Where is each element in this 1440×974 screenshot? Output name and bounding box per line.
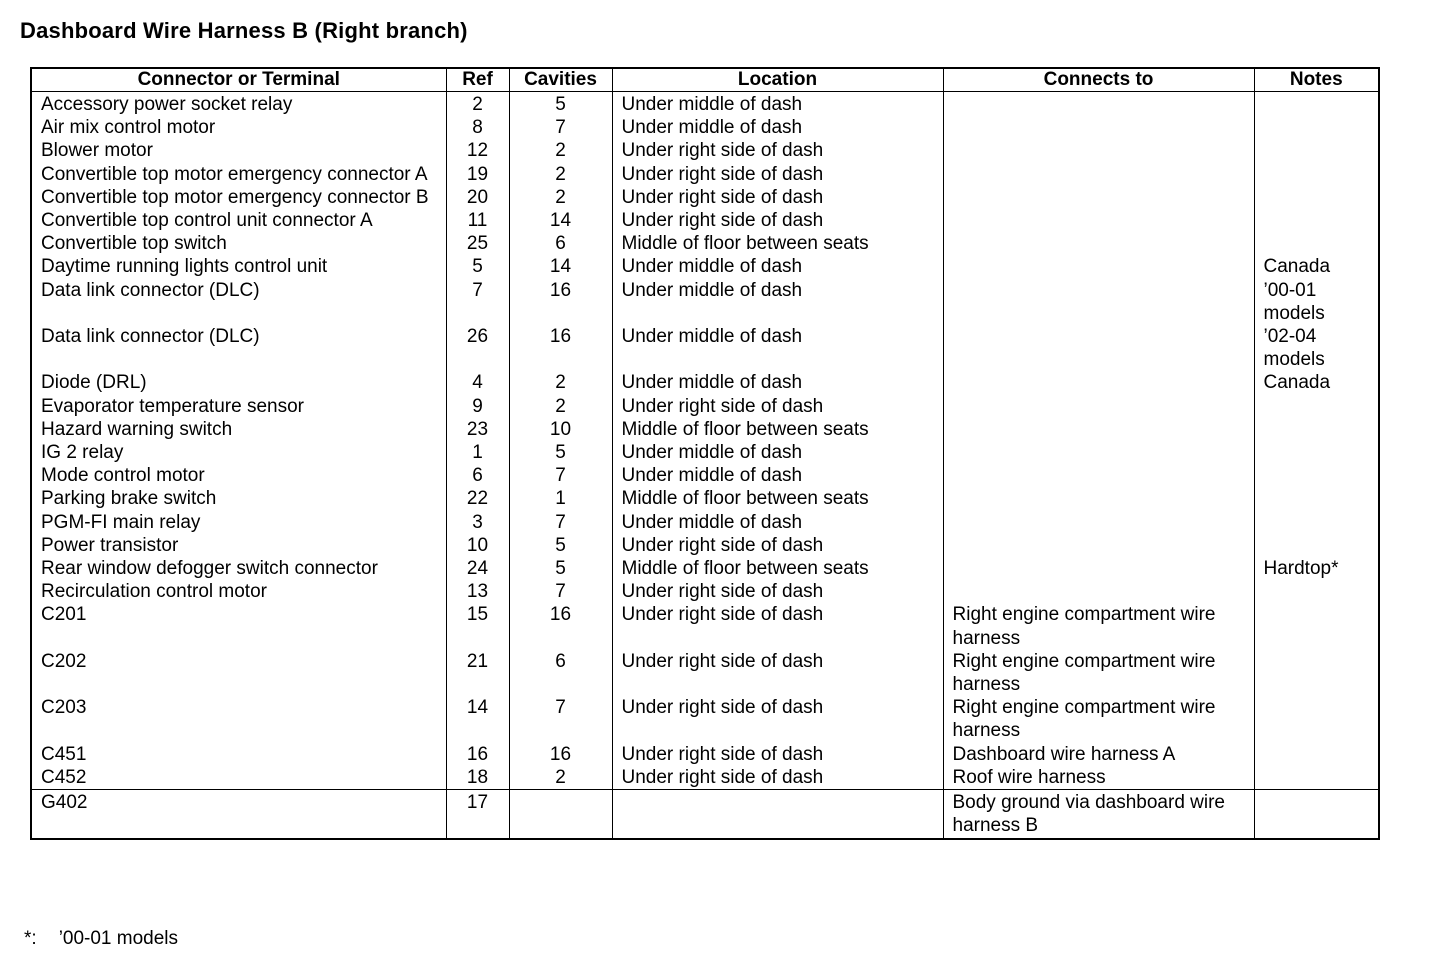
ref-cell: 14: [446, 696, 509, 742]
notes-cell: [1254, 92, 1379, 117]
cavities-cell: 10: [509, 418, 612, 441]
connector-cell: Hazard warning switch: [31, 418, 446, 441]
connects-to-cell: [943, 186, 1254, 209]
cavities-cell: 2: [509, 766, 612, 790]
notes-cell: [1254, 696, 1379, 742]
table-row: [31, 395, 1379, 418]
table-row: [31, 557, 1379, 580]
footnote-mark: *:: [24, 928, 37, 949]
location-cell: Under right side of dash: [612, 580, 943, 603]
connector-cell: IG 2 relay: [31, 441, 446, 464]
location-cell: Under right side of dash: [612, 395, 943, 418]
location-cell: Under middle of dash: [612, 441, 943, 464]
location-cell: Middle of floor between seats: [612, 232, 943, 255]
ref-cell: 26: [446, 325, 509, 371]
ref-cell: 24: [446, 557, 509, 580]
table-row: [31, 418, 1379, 441]
connector-cell: Power transistor: [31, 534, 446, 557]
connector-cell: C203: [31, 696, 446, 742]
location-cell: Under middle of dash: [612, 371, 943, 394]
location-cell: Under right side of dash: [612, 534, 943, 557]
table-row: [31, 441, 1379, 464]
ref-cell: 12: [446, 139, 509, 162]
ref-cell: 22: [446, 487, 509, 510]
notes-cell: [1254, 186, 1379, 209]
ref-cell: 10: [446, 534, 509, 557]
connects-to-cell: [943, 92, 1254, 117]
ref-cell: 15: [446, 603, 509, 649]
location-cell: Under right side of dash: [612, 139, 943, 162]
connector-cell: Rear window defogger switch connector: [31, 557, 446, 580]
ref-cell: 18: [446, 766, 509, 790]
connects-to-cell: [943, 279, 1254, 325]
connector-cell: Convertible top control unit connector A: [31, 209, 446, 232]
notes-cell: [1254, 603, 1379, 649]
table-row: [31, 139, 1379, 162]
location-cell: Under middle of dash: [612, 116, 943, 139]
notes-cell: ’02-04 models: [1254, 325, 1379, 371]
connects-to-cell: Right engine compartment wire harness: [943, 650, 1254, 696]
cavities-cell: 16: [509, 325, 612, 371]
table-header-row: [31, 68, 1379, 92]
connector-cell: Diode (DRL): [31, 371, 446, 394]
connector-cell: Data link connector (DLC): [31, 325, 446, 371]
cavities-cell: 2: [509, 139, 612, 162]
ref-cell: 9: [446, 395, 509, 418]
ref-cell: 13: [446, 580, 509, 603]
header-cavities: Cavities: [509, 68, 612, 92]
table-body: [31, 92, 1379, 839]
table-row: [31, 534, 1379, 557]
cavities-cell: 6: [509, 650, 612, 696]
location-cell: Under right side of dash: [612, 603, 943, 649]
notes-cell: [1254, 163, 1379, 186]
location-cell: Under middle of dash: [612, 279, 943, 325]
cavities-cell: 6: [509, 232, 612, 255]
cavities-cell: 2: [509, 163, 612, 186]
page-title: Dashboard Wire Harness B (Right branch): [20, 18, 468, 43]
ref-cell: 2: [446, 92, 509, 117]
notes-cell: [1254, 766, 1379, 790]
cavities-cell: 16: [509, 603, 612, 649]
connects-to-cell: [943, 163, 1254, 186]
ref-cell: 19: [446, 163, 509, 186]
notes-cell: [1254, 418, 1379, 441]
connects-to-cell: Dashboard wire harness A: [943, 743, 1254, 766]
location-cell: Under right side of dash: [612, 743, 943, 766]
table-row: [31, 163, 1379, 186]
cavities-cell: 1: [509, 487, 612, 510]
connector-cell: Convertible top switch: [31, 232, 446, 255]
location-cell: Under middle of dash: [612, 255, 943, 278]
connects-to-cell: [943, 557, 1254, 580]
notes-cell: [1254, 441, 1379, 464]
location-cell: [612, 790, 943, 839]
location-cell: Middle of floor between seats: [612, 487, 943, 510]
cavities-cell: 7: [509, 116, 612, 139]
cavities-cell: 2: [509, 395, 612, 418]
connector-cell: C201: [31, 603, 446, 649]
notes-cell: [1254, 232, 1379, 255]
cavities-cell: 14: [509, 255, 612, 278]
ref-cell: 1: [446, 441, 509, 464]
connector-cell: Convertible top motor emergency connector B: [31, 186, 446, 209]
connects-to-cell: [943, 325, 1254, 371]
connector-cell: Parking brake switch: [31, 487, 446, 510]
table-row: [31, 186, 1379, 209]
table-row: [31, 790, 1379, 839]
ref-cell: 3: [446, 511, 509, 534]
connector-cell: Evaporator temperature sensor: [31, 395, 446, 418]
connects-to-cell: [943, 487, 1254, 510]
connects-to-cell: [943, 511, 1254, 534]
ref-cell: 7: [446, 279, 509, 325]
connects-to-cell: Roof wire harness: [943, 766, 1254, 790]
connects-to-cell: [943, 209, 1254, 232]
connector-cell: PGM-FI main relay: [31, 511, 446, 534]
ref-cell: 20: [446, 186, 509, 209]
notes-cell: [1254, 464, 1379, 487]
connector-cell: Convertible top motor emergency connector A: [31, 163, 446, 186]
connector-cell: C202: [31, 650, 446, 696]
header-ref: Ref: [446, 68, 509, 92]
wire-harness-table: [30, 67, 1380, 840]
cavities-cell: 16: [509, 279, 612, 325]
connector-cell: Data link connector (DLC): [31, 279, 446, 325]
table-row: [31, 696, 1379, 742]
location-cell: Under middle of dash: [612, 325, 943, 371]
table-row: [31, 116, 1379, 139]
notes-cell: ’00-01 models: [1254, 279, 1379, 325]
table-row: [31, 743, 1379, 766]
header-notes: Notes: [1254, 68, 1379, 92]
ref-cell: 4: [446, 371, 509, 394]
cavities-cell: 2: [509, 371, 612, 394]
notes-cell: Canada: [1254, 371, 1379, 394]
ref-cell: 21: [446, 650, 509, 696]
connects-to-cell: [943, 418, 1254, 441]
connector-cell: Air mix control motor: [31, 116, 446, 139]
cavities-cell: 5: [509, 534, 612, 557]
notes-cell: [1254, 209, 1379, 232]
location-cell: Middle of floor between seats: [612, 418, 943, 441]
table-row: [31, 325, 1379, 371]
location-cell: Under right side of dash: [612, 186, 943, 209]
cavities-cell: 14: [509, 209, 612, 232]
cavities-cell: [509, 790, 612, 839]
table-row: [31, 371, 1379, 394]
table-row: [31, 580, 1379, 603]
cavities-cell: 5: [509, 441, 612, 464]
notes-cell: [1254, 511, 1379, 534]
cavities-cell: 5: [509, 92, 612, 117]
ref-cell: 6: [446, 464, 509, 487]
location-cell: Under right side of dash: [612, 163, 943, 186]
notes-cell: [1254, 580, 1379, 603]
cavities-cell: 2: [509, 186, 612, 209]
table-row: [31, 279, 1379, 325]
connects-to-cell: [943, 534, 1254, 557]
connects-to-cell: [943, 395, 1254, 418]
connects-to-cell: [943, 232, 1254, 255]
footnote: [24, 928, 178, 950]
cavities-cell: 7: [509, 580, 612, 603]
connects-to-cell: Body ground via dashboard wire harness B: [943, 790, 1254, 839]
table-row: [31, 209, 1379, 232]
connector-cell: G402: [31, 790, 446, 839]
table-row: [31, 255, 1379, 278]
connector-cell: C451: [31, 743, 446, 766]
notes-cell: [1254, 743, 1379, 766]
table-row: [31, 511, 1379, 534]
header-location: Location: [612, 68, 943, 92]
notes-cell: [1254, 650, 1379, 696]
connector-cell: Blower motor: [31, 139, 446, 162]
ref-cell: 25: [446, 232, 509, 255]
ref-cell: 16: [446, 743, 509, 766]
notes-cell: Hardtop*: [1254, 557, 1379, 580]
header-connects-to: Connects to: [943, 68, 1254, 92]
connects-to-cell: [943, 116, 1254, 139]
location-cell: Middle of floor between seats: [612, 557, 943, 580]
location-cell: Under middle of dash: [612, 511, 943, 534]
location-cell: Under right side of dash: [612, 696, 943, 742]
cavities-cell: 16: [509, 743, 612, 766]
connector-cell: Recirculation control motor: [31, 580, 446, 603]
table-row: [31, 92, 1379, 117]
location-cell: Under right side of dash: [612, 766, 943, 790]
connector-cell: Accessory power socket relay: [31, 92, 446, 117]
cavities-cell: 5: [509, 557, 612, 580]
footnote-text: ’00-01 models: [58, 928, 179, 949]
table-row: [31, 464, 1379, 487]
table-row: [31, 766, 1379, 790]
table-row: [31, 650, 1379, 696]
notes-cell: [1254, 139, 1379, 162]
notes-cell: Canada: [1254, 255, 1379, 278]
connects-to-cell: Right engine compartment wire harness: [943, 696, 1254, 742]
notes-cell: [1254, 534, 1379, 557]
notes-cell: [1254, 487, 1379, 510]
table-row: [31, 487, 1379, 510]
cavities-cell: 7: [509, 464, 612, 487]
ref-cell: 17: [446, 790, 509, 839]
connects-to-cell: [943, 255, 1254, 278]
ref-cell: 5: [446, 255, 509, 278]
notes-cell: [1254, 116, 1379, 139]
connects-to-cell: [943, 441, 1254, 464]
header-connector: Connector or Terminal: [31, 68, 446, 92]
location-cell: Under middle of dash: [612, 464, 943, 487]
ref-cell: 8: [446, 116, 509, 139]
connector-cell: Mode control motor: [31, 464, 446, 487]
location-cell: Under right side of dash: [612, 650, 943, 696]
connects-to-cell: [943, 580, 1254, 603]
table-row: [31, 232, 1379, 255]
connector-cell: Daytime running lights control unit: [31, 255, 446, 278]
connects-to-cell: [943, 139, 1254, 162]
connects-to-cell: [943, 371, 1254, 394]
connects-to-cell: Right engine compartment wire harness: [943, 603, 1254, 649]
notes-cell: [1254, 395, 1379, 418]
notes-cell: [1254, 790, 1379, 839]
ref-cell: 23: [446, 418, 509, 441]
connector-cell: C452: [31, 766, 446, 790]
cavities-cell: 7: [509, 511, 612, 534]
connects-to-cell: [943, 464, 1254, 487]
location-cell: Under right side of dash: [612, 209, 943, 232]
table-row: [31, 603, 1379, 649]
cavities-cell: 7: [509, 696, 612, 742]
location-cell: Under middle of dash: [612, 92, 943, 117]
ref-cell: 11: [446, 209, 509, 232]
